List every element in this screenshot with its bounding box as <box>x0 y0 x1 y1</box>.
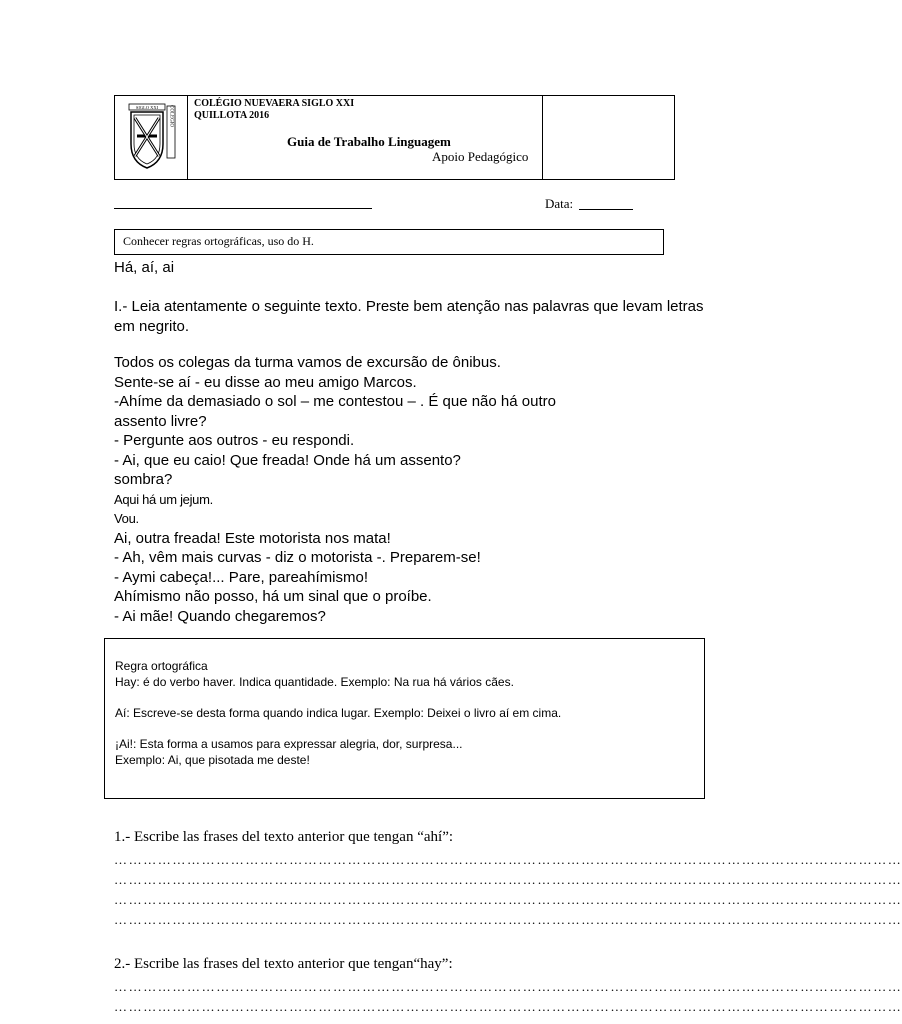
rule-box <box>104 638 705 799</box>
story-line: Sente-se aí - eu disse ao meu amigo Marcos. <box>114 373 417 391</box>
rule-ai-example: Exemplo: Ai, que pisotada me deste! <box>115 753 310 767</box>
instruction-text: I.- Leia atentamente o seguinte texto. Preste bem atenção nas palavras que levam letras em negrito. <box>114 298 704 335</box>
story-line: Ai, outra freada! Este motorista nos mata! <box>114 529 391 547</box>
story-line: - Ai, que eu caio! Que freada! Onde há um assento? <box>114 451 461 469</box>
story-line: - Aymi cabeça!... Pare, pareahímismo! <box>114 568 368 586</box>
story-line: - Ai mãe! Quando chegaremos? <box>114 607 326 625</box>
rule-ai-lugar: Aí: Escreve-se desta forma quando indica lugar. Exemplo: Deixei o livro aí em cima. <box>115 706 562 720</box>
question-1: 1.- Escribe las frases del texto anterior que tengan “ahí”: <box>114 829 454 845</box>
answer-line[interactable]: ……………………………………………………………………………………………………………………………………………… <box>114 979 902 994</box>
answer-line[interactable]: ……………………………………………………………………………………………………………………………………………… <box>114 872 902 887</box>
date-field[interactable] <box>579 209 633 210</box>
school-crest-icon <box>115 96 187 179</box>
question-2: 2.- Escribe las frases del texto anterior que tengan“hay”: <box>114 956 453 972</box>
logo-side-text: COLEGIO <box>168 105 174 127</box>
name-field[interactable] <box>114 208 372 209</box>
story-line: Vou. <box>114 511 139 526</box>
guide-title: Guia de Trabalho Linguagem <box>287 134 451 149</box>
school-name: COLÉGIO NUEVAERA SIGLO XXI <box>194 98 355 109</box>
header-box <box>114 95 675 180</box>
objective-box <box>114 229 664 255</box>
guide-subtitle: Apoio Pedagógico <box>432 149 529 164</box>
topic-title: Há, aí, ai <box>114 259 175 276</box>
rule-ai-exclamation: ¡Ai!: Esta forma a usamos para expressar alegria, dor, surpresa... <box>115 737 463 751</box>
story-line: Aqui há um jejum. <box>114 491 213 507</box>
story-line: assento livre? <box>114 412 207 430</box>
story-line: Ahímismo não posso, há um sinal que o proíbe. <box>114 588 432 605</box>
rule-hay: Hay: é do verbo haver. Indica quantidade. Exemplo: Na rua há vários cães. <box>115 675 514 689</box>
answer-line[interactable]: ……………………………………………………………………………………………………………………………………………… <box>114 892 902 907</box>
answer-line[interactable]: ……………………………………………………………………………………………………………………………………………… <box>114 852 902 867</box>
story-line: -Ahíme da demasiado o sol – me contestou – . É que não há outro <box>114 393 556 410</box>
story-line: - Pergunte aos outros - eu respondi. <box>114 432 355 449</box>
rule-title: Regra ortográfica <box>115 659 208 673</box>
logo-cell <box>115 96 188 179</box>
logo-top-text: SIGLO XXI <box>135 105 159 110</box>
answer-line[interactable]: ……………………………………………………………………………………………………………………………………………… <box>114 999 902 1014</box>
header-divider <box>542 96 543 179</box>
story-line: Todos os colegas da turma vamos de excursão de ônibus. <box>114 354 501 371</box>
school-city: QUILLOTA 2016 <box>194 110 270 121</box>
school-info <box>194 98 354 122</box>
story-line: - Ah, vêm mais curvas - diz o motorista -. Preparem-se! <box>114 549 481 566</box>
objective-text: Conhecer regras ortográficas, uso do H. <box>123 234 314 248</box>
date-label: Data: <box>545 196 574 211</box>
answer-line[interactable]: ……………………………………………………………………………………………………………………………………………… <box>114 912 902 927</box>
story-text <box>114 353 714 626</box>
story-line: sombra? <box>114 471 173 488</box>
